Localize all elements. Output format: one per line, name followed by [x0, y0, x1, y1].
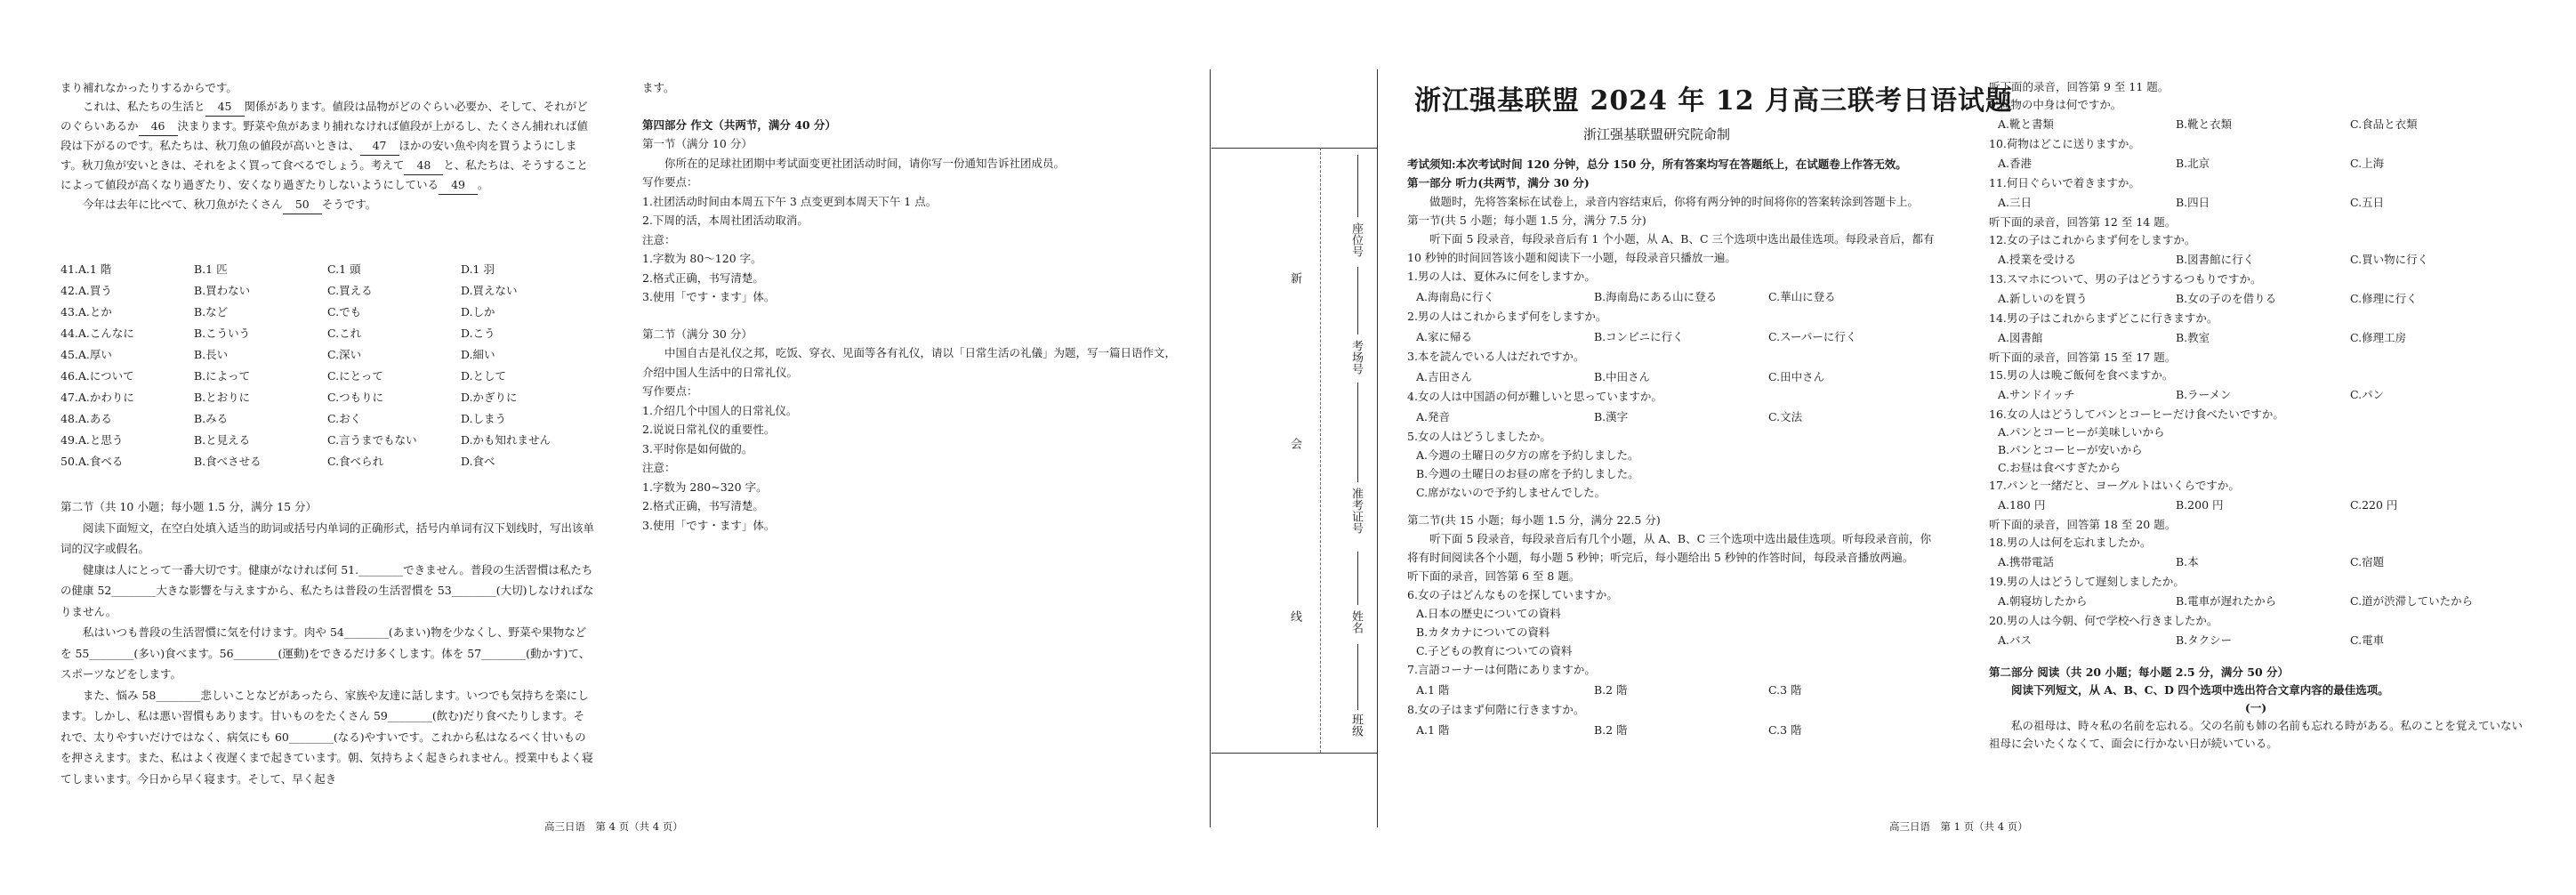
option: C.電車 [2350, 633, 2385, 647]
option: A.靴と書類 [1998, 117, 2055, 131]
text-line: 3.使用「です・ます」体。 [642, 518, 776, 532]
mcq-row [60, 322, 594, 343]
option: B.タクシー [2176, 633, 2233, 647]
option-row [1407, 366, 1941, 387]
option: A.吉田さん [1416, 369, 1473, 383]
option-row [1989, 495, 2523, 516]
option: 49.A.と思う [60, 432, 124, 447]
instruction: 听下面 5 段录音，每段录音后有几个小题，从 A、B、C 三个选项中选出最佳选项。听每段录音前，你将有时间阅读各个小题，每小题 5 秒钟；听完后，每小题给出 5 秒钟的作答时间，每段录音播放两遍。 [1407, 532, 1932, 564]
question: 15.男の人は晩ご飯何を食べますか。 [1989, 368, 2174, 382]
section-2-cloze [60, 496, 594, 789]
option: B.女の子のを借りる [2176, 292, 2277, 305]
passage-number: (一) [2244, 701, 2267, 714]
option-row [1407, 326, 1941, 347]
question: 2.男の人はこれからまず何をしますか。 [1407, 310, 1607, 323]
page-footer: 高三日语 第 1 页（共 4 页） [1889, 820, 2028, 833]
option: D.かぎりに [461, 390, 518, 404]
instruction: 阅读下面短文，在空白处填入适当的助词或括号内单词的正确形式，括号内单词有汉下划线时，写出该单词的汉字或假名。 [60, 520, 595, 555]
option: B.2 階 [1594, 682, 1628, 697]
option: A.発音 [1416, 409, 1451, 423]
option: 48.A.ある [60, 411, 112, 425]
mcq-row [60, 450, 594, 472]
option: C.上海 [2350, 157, 2385, 170]
option-row [1989, 249, 2523, 270]
option: D.こう [461, 326, 495, 340]
lead-line: 听下面的录音，回答第 9 至 11 题。 [1989, 80, 2169, 93]
paragraph: 健康は人にとって一番大切です。健康がなければ何 51.________できません。普段の生活習慣は私たちの健康 52________大きな影響を与えますから、私たちは普段の生活習慣を 53________(大切)しなければなりません。 [60, 562, 594, 618]
instruction: 做题时，先将答案标在试卷上，录音内容结束后，你将有两分钟的时间将你的答案转涂到答题卡上。 [1429, 195, 1920, 208]
option: C.宿題 [2350, 555, 2385, 568]
text-line: 注意： [642, 461, 676, 474]
question: 9.荷物の中身は何ですか。 [1989, 98, 2122, 111]
option: A.1 階 [1416, 682, 1450, 697]
option: C.華山に登る [1768, 289, 1836, 303]
mcq-row [60, 258, 594, 279]
exam-notice: 考试须知:本次考试时间 120 分钟，总分 150 分，所有答案均写在答题纸上，在试题卷上作答无效。 [1407, 157, 1907, 171]
option: 43.A.とか [60, 304, 112, 318]
option: B.と見える [194, 432, 251, 447]
text-line: 3.平时你是如何做的。 [642, 441, 753, 456]
mcq-row [60, 365, 594, 386]
question: 18.男の人は何を忘れましたか。 [1989, 536, 2152, 549]
mcq-row [60, 343, 594, 365]
option: B.四日 [2176, 196, 2210, 209]
option: 50.A.食べる [60, 454, 124, 468]
option-row [1407, 679, 1941, 700]
paragraph: また、悩み 58________悲しいことなどがあったら、家族や友達に話します。いつでも気持ちを楽にします。しかし、私は悪い習慣もあります。甘いものをたくさん 59________(飲む)だり食べたりします。それで、太りやすいだけではなく、病気にも 60________(なる)やすいです。これから私はなるべく甘いものを押さえます。また、私はよく夜遅くまで起きています。朝、気持ちよく起きられません。授業中もよく寝てしまいます。今日から早く寝ます。そして、早く起き [60, 688, 593, 786]
option: B.買わない [194, 283, 251, 297]
text-line: 第一节（满分 10 分） [642, 137, 753, 150]
option: C.文法 [1768, 409, 1803, 423]
question: 20.男の人は今朝、何で学校へ行きましたか。 [1989, 614, 2218, 627]
option: C.子どもの教育についての資料 [1416, 644, 1573, 657]
option: D.細い [461, 347, 495, 361]
option: C.言うまでもない [327, 432, 417, 447]
option: B.カタカナについての資料 [1416, 625, 1550, 639]
option: C.お昼は食べすぎたから [1998, 461, 2121, 474]
option: C.にとって [327, 368, 383, 383]
option: A.三日 [1998, 196, 2033, 209]
question: 13.スマホについて、男の子はどうするつもりですか。 [1989, 272, 2262, 286]
question: 10.荷物はどこに送りますか。 [1989, 137, 2140, 150]
option: C.田中さん [1768, 369, 1825, 383]
question: 19.男の人はどうして遅刻しましたか。 [1989, 575, 2185, 588]
text-line: 1.字数为 280~320 字。 [642, 480, 768, 494]
text-line: 2.下周的活，本周社团活动取消。 [642, 214, 809, 227]
option: B.図書館に行く [2176, 253, 2255, 266]
page4-passage [60, 78, 594, 214]
option: C.五日 [2350, 196, 2385, 209]
option-row [1989, 114, 2523, 135]
text-line: 写作要点： [642, 175, 698, 189]
option-row [1989, 288, 2523, 310]
question: 7.言語コーナーは何階にありますか。 [1407, 663, 1596, 676]
option: A.授業を受ける [1998, 253, 2077, 266]
option: C.買える [327, 283, 373, 297]
option: B.みる [194, 411, 229, 425]
option-row [1989, 327, 2523, 349]
field-class: 班级 [1349, 714, 1363, 737]
option: A.パンとコーヒーが美味しいから [1998, 425, 2165, 439]
option: 46.A.について [60, 368, 134, 383]
question: 5.女の人はどうしましたか。 [1407, 430, 1551, 443]
option: C.深い [327, 347, 362, 361]
binding-char: 线 [1288, 610, 1301, 622]
paragraph: 私はいつも普段の生活習慣に気を付けます。肉や 54________(あまい)物を少なくし、野菜や果物などを 55________(多い)食べます。56________(運動)をできるだけ多くします。体を 57________(動かす)て、スポーツなどをします。 [60, 625, 591, 681]
option: C.3 階 [1768, 722, 1802, 737]
option: B.パンとコーヒーが安いから [1998, 443, 2143, 456]
option: C.スーパーに行く [1768, 329, 1857, 343]
option: A.携帯電話 [1998, 555, 2055, 568]
question: 12.女の子はこれからまず何をしますか。 [1989, 233, 2196, 246]
option: B.北京 [2176, 157, 2210, 170]
option: D.買えない [461, 283, 518, 297]
option: B.など [194, 304, 229, 318]
text-line: 你所在的足球社团期中考试面变更社团活动时间，请你写一份通知告诉社团成员。 [664, 156, 1066, 170]
option: C.修理に行く [2350, 292, 2418, 305]
section-heading: 第二节（共 10 小题；每小题 1.5 分，满分 15 分） [60, 500, 318, 513]
field-underline [1357, 383, 1358, 482]
option: D.しか [461, 304, 495, 318]
text-line: 1.字数为 80～120 字。 [642, 252, 762, 265]
question: 6.女の子はどんなものを探していますか。 [1407, 588, 1618, 601]
option: A.サンドイッチ [1998, 388, 2075, 401]
lead-line: 听下面的录音，回答第 12 至 14 题。 [1989, 215, 2177, 229]
option: C.道が渋滞していたから [2350, 594, 2474, 608]
question: 1.男の人は、夏休みに何をしますか。 [1407, 270, 1596, 283]
field-underline [1357, 644, 1358, 710]
option: C.つもりに [327, 390, 384, 404]
field-exam-room: 考场号 [1349, 340, 1363, 375]
option: A.180 円 [1998, 498, 2046, 512]
option: C.パン [2350, 388, 2385, 401]
page-footer: 高三日语 第 4 页（共 4 页） [544, 820, 683, 833]
option: 41.A.1 階 [60, 262, 112, 276]
text-line: 2.格式正确，书写清楚。 [642, 270, 764, 285]
text-line: ます。 [642, 81, 675, 94]
section-heading: 第二节(共 15 小题；每小题 1.5 分，满分 22.5 分) [1407, 513, 1661, 527]
page-subtitle: 浙江强基联盟研究院命制 [1583, 126, 1731, 142]
option-row [1989, 192, 2523, 214]
option: D.食べ [461, 454, 495, 468]
field-admission-number: 准考证号 [1349, 488, 1363, 534]
binding-box-bottom [1212, 753, 1377, 754]
field-name: 姓名 [1349, 610, 1363, 633]
question: 8.女の子はまず何階に行きますか。 [1407, 703, 1585, 716]
page1-left-column [1407, 155, 1941, 740]
option: A.朝寝坊したから [1998, 594, 2088, 608]
binding-char: 会 [1288, 438, 1301, 449]
option: C.席がないので予約しませんでした。 [1416, 486, 1606, 499]
lead-line: 听下面的录音，回答第 15 至 17 题。 [1989, 351, 2177, 364]
option: B.海南島にある山に登る [1594, 289, 1718, 303]
option: A.バス [1998, 633, 2033, 647]
option-row [1407, 406, 1941, 427]
option: B.によって [194, 368, 251, 383]
binding-dashed-line [1320, 148, 1321, 753]
option-row [1407, 286, 1941, 307]
text-line: 2.说说日常礼仪的重要性。 [642, 423, 776, 436]
mcq-41-50 [60, 258, 594, 472]
instruction: 阅读下列短文，从 A、B、C、D 四个选项中选出符合文章内容的最佳选项。 [2011, 683, 2389, 697]
option: D.かも知れません [461, 432, 551, 447]
option: A.図書館 [1998, 331, 2043, 344]
option: A.海南島に行く [1416, 289, 1495, 303]
option: B.2 階 [1594, 722, 1628, 737]
passage: 私の祖母は、時々私の名前を忘れる。父の名前も姉の名前も忘れる時がある。私のことを覚えていない祖母に会いたくなくて、面会に行かない日が続いている。 [1989, 719, 2524, 750]
option: D.しまう [461, 411, 507, 425]
text-line: 注意： [642, 232, 676, 246]
option: B.コンビニに行く [1594, 329, 1684, 343]
part-heading: 第一部分 听力(共两节，满分 30 分) [1407, 176, 1590, 189]
option: B.漢字 [1594, 409, 1629, 423]
page-title: 浙江强基联盟 2024 年 12 月高三联考日语试题 [1414, 85, 2014, 117]
option: B.教室 [2176, 331, 2210, 344]
option: 45.A.厚い [60, 347, 112, 361]
text-line: 3.使用「です・ます」体。 [642, 290, 776, 303]
question: 14.男の子はこれからまずどこに行きますか。 [1989, 311, 2218, 325]
question: 4.女の人は中国語の何が難しいと思っていますか。 [1407, 390, 1662, 403]
section-heading: 第四部分 作文（共两节，满分 40 分） [642, 117, 836, 132]
instruction: 听下面 5 段录音，每段录音后有 1 个小题，从 A、B、C 三个选项中选出最佳选项。每段录音后，都有 10 秒钟的时间回答该小题和阅读下一小题，每段录音只播放一遍。 [1407, 232, 1935, 264]
option: B.本 [2176, 555, 2199, 568]
field-underline [1357, 552, 1358, 605]
field-underline [1357, 267, 1358, 335]
mcq-row [60, 407, 594, 429]
option-row [1989, 384, 2523, 406]
paragraph: これは、私たちの生活と 45 関係があります。値段は品物がどのぐらい必要か、そして、それがどのぐらいあるか 46 決まります。野菜や魚があまり捕れなければ値段が上がるし、たくさん捕れれば値段は下がるのです。私たちは、秋刀魚の値段が高いときは、 47 ほかの安い魚や肉を買うようにします。秋刀魚が安いときは、それをよく買って食べるでしょう。考えて 48 と、私たちは、そうすることによって値段が高くなり過ぎたり、安くなり過ぎたりしないようにしている 49 。 [60, 97, 594, 195]
field-seat-number: 座位号 [1349, 222, 1363, 257]
binding-box-top [1212, 148, 1377, 149]
option: C.220 円 [2350, 498, 2398, 512]
option: B.靴と衣類 [2176, 117, 2233, 131]
option: C.これ [327, 326, 362, 340]
option: B.中田さん [1594, 369, 1651, 383]
option: C.食べられ [327, 454, 384, 468]
option: B.電車が遅れたから [2176, 594, 2277, 608]
option: 42.A.買う [60, 283, 112, 297]
option-row [1989, 153, 2523, 174]
option: A.1 階 [1416, 722, 1450, 737]
option: A.今週の土曜日の夕方の席を予約しました。 [1416, 448, 1639, 462]
option-row [1989, 591, 2523, 612]
field-underline [1357, 155, 1358, 217]
lead-line: 听下面的录音，回答第 6 至 8 题。 [1407, 569, 1581, 583]
option: A.日本の歴史についての資料 [1416, 607, 1561, 620]
option-row [1989, 552, 2523, 573]
option: A.香港 [1998, 157, 2033, 170]
text-line: 2.格式正确，书写清楚。 [642, 499, 764, 512]
mcq-row [60, 301, 594, 322]
option: B.長い [194, 347, 229, 361]
paragraph: まり補れなかったりするからです。 [60, 81, 237, 94]
divider-line [1210, 69, 1211, 827]
option-row [1989, 630, 2523, 651]
text-line: 写作要点： [642, 384, 698, 398]
question: 17.パンと一緒だと、ヨーグルトはいくらですか。 [1989, 479, 2240, 492]
option: A.家に帰る [1416, 329, 1473, 343]
mcq-row [60, 429, 594, 450]
option: B.ラーメン [2176, 388, 2232, 401]
option: B.食べさせる [194, 454, 262, 468]
option: C.1 頭 [327, 262, 361, 276]
text-line: 1.介绍几个中国人的日常礼仪。 [642, 403, 798, 417]
option: D.として [461, 368, 507, 383]
option: C.おく [327, 411, 362, 425]
option: 47.A.かわりに [60, 390, 134, 404]
question: 11.何日ぐらいで着きますか。 [1989, 176, 2140, 189]
option: B.とおりに [194, 390, 251, 404]
option: D.1 羽 [461, 262, 495, 276]
question: 16.女の人はどうしてパンとコーヒーだけ食べたいですか。 [1989, 407, 2284, 421]
option: C.でも [327, 304, 362, 318]
option: C.修理工房 [2350, 331, 2407, 344]
text-line: 中国自古是礼仪之邦，吃饭、穿衣、见面等各有礼仪，请以「日常生活の礼儀」为题，写一篇日语作文，介绍中国人生活中的日常礼仪。 [642, 346, 1177, 379]
option: B.こういう [194, 326, 251, 340]
mcq-row [60, 386, 594, 407]
option: B.200 円 [2176, 498, 2224, 512]
option-row [1407, 719, 1941, 740]
option: B.今週の土曜日のお昼の席を予約しました。 [1416, 467, 1639, 480]
option: C.食品と衣類 [2350, 117, 2418, 131]
binding-char: 新 [1288, 272, 1301, 284]
divider-line [1377, 69, 1378, 827]
question: 3.本を読んでいる人はだれですか。 [1407, 350, 1585, 363]
section-heading: 第一节(共 5 小题；每小题 1.5 分，满分 7.5 分) [1407, 214, 1646, 227]
part-heading: 第二部分 阅读（共 20 小题；每小题 2.5 分，满分 50 分） [1989, 665, 2290, 679]
option: C.買い物に行く [2350, 253, 2429, 266]
paragraph: 今年は去年に比べて、秋刀魚がたくさん 50 そうです。 [60, 195, 594, 214]
lead-line: 听下面的录音，回答第 18 至 20 题。 [1989, 518, 2177, 531]
option: 44.A.こんなに [60, 326, 134, 340]
option: C.3 階 [1768, 682, 1802, 697]
text-line: 1.社团活动时间由本周五下午 3 点变更到本周天下午 1 点。 [642, 194, 938, 208]
mcq-row [60, 279, 594, 301]
option: B.1 匹 [194, 262, 228, 276]
page1-right-column [1989, 78, 2523, 753]
option: A.新しいのを買う [1998, 292, 2088, 305]
writing-section [642, 78, 1176, 535]
section-heading: 第二节（满分 30 分） [642, 327, 753, 341]
